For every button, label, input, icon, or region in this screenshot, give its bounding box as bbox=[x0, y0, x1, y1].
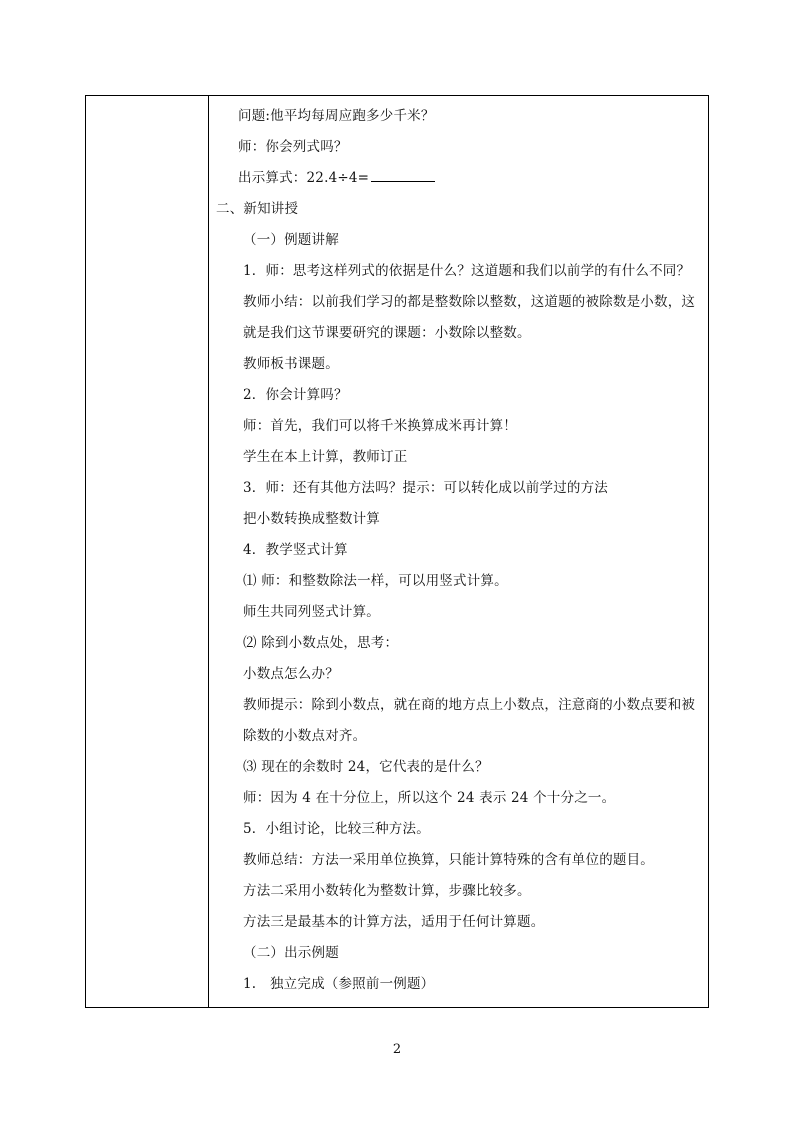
text-line: 就是我们这节课要研究的课题：小数除以整数。 bbox=[243, 325, 531, 341]
subsection-heading: （一）例题讲解 bbox=[243, 232, 339, 248]
text-line: 师：首先，我们可以将千米换算成米再计算！ bbox=[243, 418, 517, 434]
text-line: 师：因为 4 在十分位上，所以这个 24 表示 24 个十分之一。 bbox=[243, 790, 616, 806]
formula-text: 出示算式：22.4÷4= bbox=[238, 170, 370, 186]
text-line: 教师提示：除到小数点，就在商的地方点上小数点，注意商的小数点要和被 bbox=[243, 697, 696, 713]
text-line: 小数点怎么办？ bbox=[243, 666, 339, 682]
text-line: 师：你会列式吗？ bbox=[238, 139, 348, 155]
text-line: 教师总结：方法一采用单位换算，只能计算特殊的含有单位的题目。 bbox=[243, 852, 654, 868]
text-line: ⑴ 师：和整数除法一样，可以用竖式计算。 bbox=[243, 573, 508, 589]
text-line: 1. 独立完成（参照前一例题） bbox=[243, 976, 435, 992]
text-line: ⑶ 现在的余数时 24，它代表的是什么？ bbox=[243, 759, 489, 775]
answer-blank bbox=[371, 169, 435, 182]
text-line: 4．教学竖式计算 bbox=[243, 542, 348, 558]
page-number: 2 bbox=[392, 1042, 402, 1057]
section-heading: 二、新知讲授 bbox=[216, 201, 299, 217]
text-line: 把小数转换成整数计算 bbox=[243, 511, 380, 527]
text-line: ⑵ 除到小数点处，思考： bbox=[243, 635, 399, 651]
text-line: 问题:他平均每周应跑多少千米？ bbox=[238, 108, 435, 124]
text-line: 1．师：思考这样列式的依据是什么？这道题和我们以前学的有什么不同？ bbox=[243, 263, 691, 279]
text-line: 2．你会计算吗？ bbox=[243, 387, 348, 403]
column-divider bbox=[208, 96, 209, 1007]
text-line: 除数的小数点对齐。 bbox=[243, 728, 367, 744]
formula-line bbox=[238, 169, 435, 187]
text-line: 师生共同列竖式计算。 bbox=[243, 604, 380, 620]
text-line: 3．师：还有其他方法吗？提示：可以转化成以前学过的方法 bbox=[243, 480, 608, 496]
text-line: 教师板书课题。 bbox=[243, 356, 339, 372]
text-line: 5．小组讨论，比较三种方法。 bbox=[243, 821, 430, 837]
text-line: 方法三是最基本的计算方法，适用于任何计算题。 bbox=[243, 914, 545, 930]
text-line: 学生在本上计算，教师订正 bbox=[243, 449, 408, 465]
lesson-table bbox=[85, 95, 709, 1008]
text-line: 方法二采用小数转化为整数计算，步骤比较多。 bbox=[243, 883, 531, 899]
text-line: 教师小结：以前我们学习的都是整数除以整数，这道题的被除数是小数，这 bbox=[243, 294, 696, 310]
subsection-heading: （二）出示例题 bbox=[243, 945, 339, 961]
